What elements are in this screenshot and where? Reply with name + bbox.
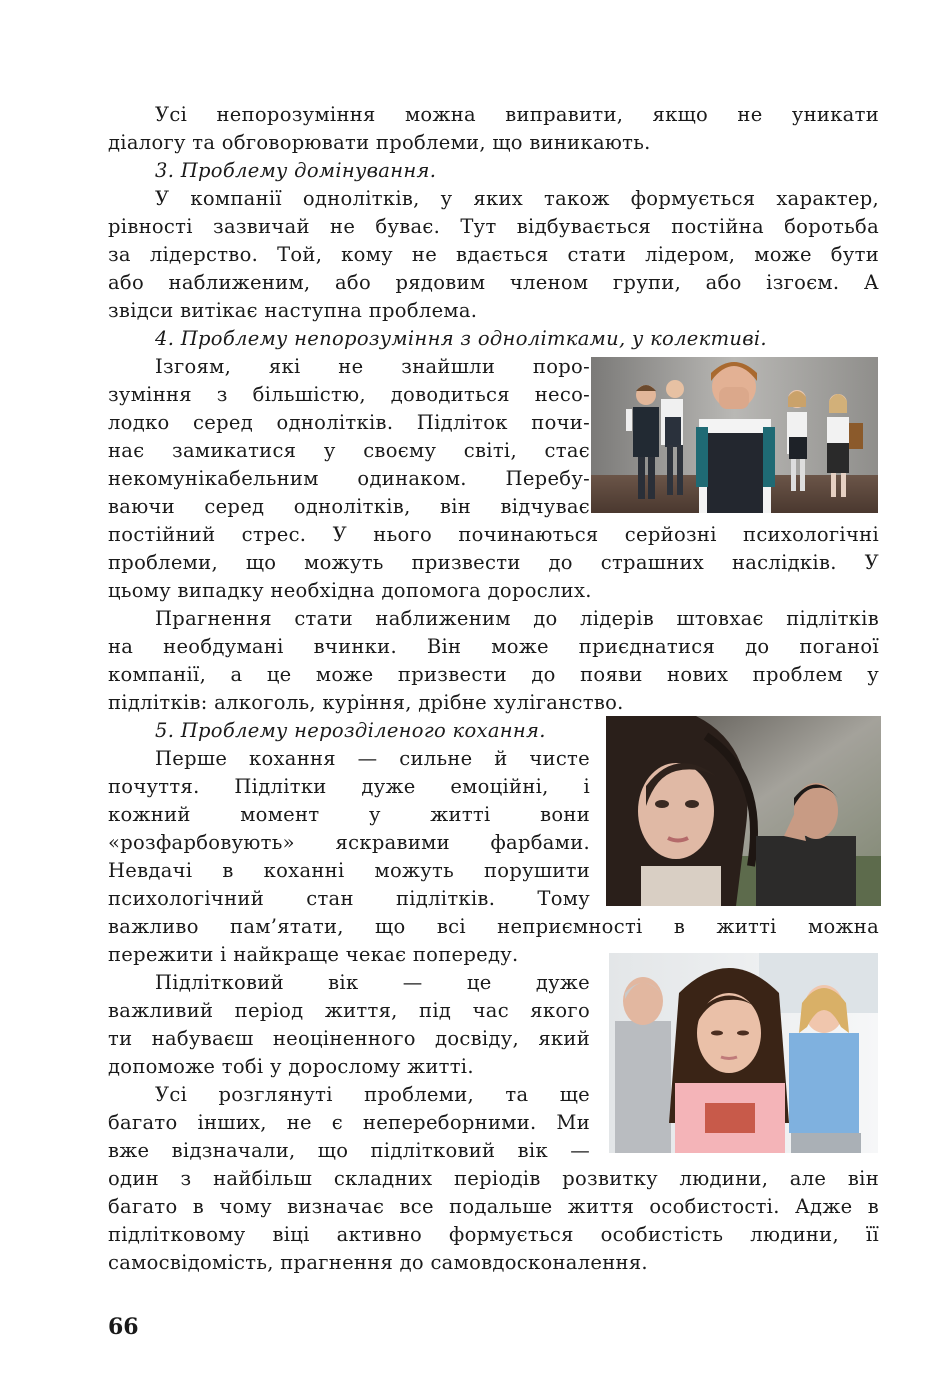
text-line: почуття. Підлітки дуже емоційні, і bbox=[108, 775, 590, 798]
text-line: важливий період життя, під час якого bbox=[108, 999, 590, 1022]
text-line: підлітковому віці активно формується особистість людини, її bbox=[108, 1223, 879, 1246]
text-line: Невдачі в коханні можуть порушити bbox=[108, 859, 590, 882]
text-line: Усі непорозуміння можна виправити, якщо не уникати bbox=[155, 103, 879, 126]
text-line: Ізгоям, які не знайшли поро- bbox=[155, 355, 590, 378]
text-line: діалогу та обговорювати проблеми, що виникають. bbox=[108, 131, 651, 154]
text-line: багато інших, не є непереборними. Ми bbox=[108, 1111, 590, 1134]
text-line: за лідерство. Той, кому не вдається стати лідером, може бути bbox=[108, 243, 879, 266]
section-heading: 4. Проблему непорозуміння з однолітками, у колективі. bbox=[155, 327, 767, 350]
text-line: один з найбільш складних періодів розвитку людини, але він bbox=[108, 1167, 879, 1190]
section-heading: 3. Проблему домінування. bbox=[155, 159, 437, 182]
text-line: допоможе тобі у дорослому житті. bbox=[108, 1055, 474, 1078]
bullying-photo bbox=[591, 357, 878, 513]
text-line: підлітків: алкоголь, куріння, дрібне хуліганство. bbox=[108, 691, 624, 714]
text-line: важливо пам’ятати, що всі неприємності в житті можна bbox=[108, 915, 879, 938]
text-line: пережити і найкраще чекає попереду. bbox=[108, 943, 519, 966]
text-line: рівності зазвичай не буває. Тут відбувається постійна боротьба bbox=[108, 215, 879, 238]
text-line: звідси витікає наступна проблема. bbox=[108, 299, 478, 322]
text-line: проблеми, що можуть призвести до страшних наслідків. У bbox=[108, 551, 879, 574]
text-line: Підлітковий вік — це дуже bbox=[155, 971, 590, 994]
text-line: постійний стрес. У нього починаються серйозні психологічні bbox=[108, 523, 879, 546]
text-line: або наближеним, або рядовим членом групи, або ізгоєм. А bbox=[108, 271, 879, 294]
text-line: нає замикатися у своєму світі, стає bbox=[108, 439, 590, 462]
section-heading: 5. Проблему нерозділеного кохання. bbox=[155, 719, 546, 742]
text-line: психологічний стан підлітків. Тому bbox=[108, 887, 590, 910]
text-line: У компанії однолітків, у яких також формується характер, bbox=[155, 187, 879, 210]
text-line: лодко серед однолітків. Підліток почи- bbox=[108, 411, 590, 434]
text-line: Прагнення стати наближеним до лідерів штовхає підлітків bbox=[155, 607, 879, 630]
text-line: на необдумані вчинки. Він може приєднатися до поганої bbox=[108, 635, 879, 658]
text-line: некомунікабельним одинаком. Перебу- bbox=[108, 467, 590, 490]
family-conflict-photo bbox=[609, 953, 878, 1153]
text-line: компанії, а це може призвести до появи нових проблем у bbox=[108, 663, 879, 686]
page-number: 66 bbox=[108, 1314, 139, 1340]
text-line: «розфарбовують» яскравими фарбами. bbox=[108, 831, 590, 854]
unrequited-love-photo bbox=[606, 716, 881, 906]
text-line: цьому випадку необхідна допомога дорослих. bbox=[108, 579, 592, 602]
text-line: кожний момент у житті вони bbox=[108, 803, 590, 826]
text-line: ваючи серед однолітків, він відчуває bbox=[108, 495, 590, 518]
text-line: багато в чому визначає все подальше життя особистості. Адже в bbox=[108, 1195, 879, 1218]
text-line: Усі розглянуті проблеми, та ще bbox=[155, 1083, 590, 1106]
text-line: зуміння з більшістю, доводиться несо- bbox=[108, 383, 590, 406]
text-line: самосвідомість, прагнення до самовдосконалення. bbox=[108, 1251, 648, 1274]
text-line: вже відзначали, що підлітковий вік — bbox=[108, 1139, 590, 1162]
text-line: ти набуваєш неоціненного досвіду, який bbox=[108, 1027, 590, 1050]
text-line: Перше кохання — сильне й чисте bbox=[155, 747, 590, 770]
